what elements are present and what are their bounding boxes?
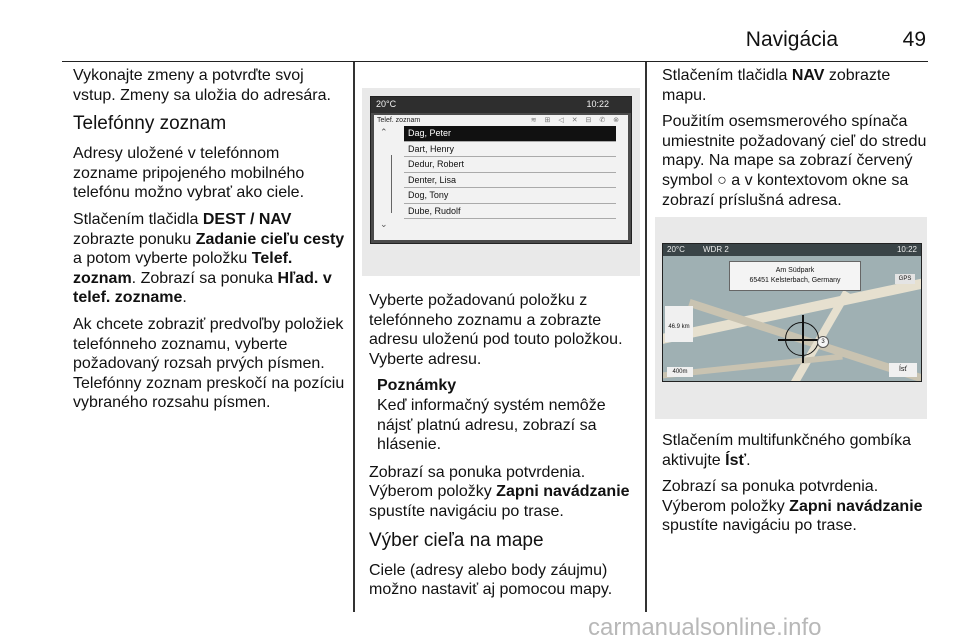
start-guidance-label: Zapni navádzanie xyxy=(789,497,923,515)
text-run: Stlačením tlačidla xyxy=(73,210,203,228)
gps-badge: GPS xyxy=(895,274,915,284)
contact-row: Dube, Rudolf xyxy=(404,204,616,220)
section-heading-phonebook: Telefónny zoznam xyxy=(73,113,227,135)
text-run: Stlačením tlačidla xyxy=(662,67,792,84)
phonebook-search-label: Hľad. v telef. zozname xyxy=(73,269,332,307)
confirm-paragraph xyxy=(369,463,637,522)
start-guidance-label: Zapni navádzanie xyxy=(496,483,630,501)
go-label: Ísť xyxy=(725,451,747,469)
text-run: zobrazte ponuku xyxy=(73,230,196,248)
phonebook-item-label: Telef. zoznam xyxy=(73,250,293,287)
address-city: 65451 Kelsterbach, Germany xyxy=(749,277,841,284)
map-scale: 400m xyxy=(667,367,693,377)
phonebook-screen xyxy=(370,96,632,244)
activate-paragraph xyxy=(662,431,934,470)
column-3 xyxy=(662,66,934,217)
text-run: Zobrazí sa ponuka potvrdenia. Výberom položky xyxy=(662,478,879,515)
phonebook-paragraph-2 xyxy=(73,210,345,308)
nav-button-label: NAV xyxy=(791,67,825,84)
text-run: . Zobrazí sa ponuka xyxy=(131,269,278,287)
page-header xyxy=(62,26,928,62)
status-bar xyxy=(371,97,631,113)
contact-row: Dedur, Robert xyxy=(404,157,616,173)
map-status-bar xyxy=(663,244,921,256)
page-title: Navigácia xyxy=(745,28,838,51)
map-screenshot-figure xyxy=(655,217,927,419)
text-run: zobrazte mapu. xyxy=(662,67,891,104)
confirm-guidance-paragraph xyxy=(662,477,934,536)
text-run: spustíte navigáciu po trase. xyxy=(662,517,857,535)
scroll-track xyxy=(391,155,392,213)
contact-row: Dart, Henry xyxy=(404,142,616,158)
note-heading: Poznámky xyxy=(377,377,457,395)
phonebook-paragraph-3: Ak chcete zobraziť predvoľby položiek telefónneho zoznamu, vyberte požadovaný rozsah prvých písmen. Telefónny zoznam preskočí na pozíciu vybraného rozsahu písmen. xyxy=(73,315,345,412)
map-select-paragraph: Ciele (adresy alebo body záujmu) možno nastaviť aj pomocou mapy. xyxy=(369,561,613,599)
map-screen xyxy=(662,243,922,382)
temperature-readout: 20°C xyxy=(376,99,397,109)
column-3-lower xyxy=(662,431,934,543)
text-run: spustíte navigáciu po trase. xyxy=(369,502,564,520)
crosshair-vertical xyxy=(802,315,804,363)
temperature-readout: 20°C xyxy=(667,245,685,254)
nav-paragraph xyxy=(662,66,934,105)
text-run: Zobrazí sa ponuka potvrdenia. Výberom položky xyxy=(369,463,586,501)
page-number: 49 xyxy=(902,28,926,51)
status-icons: ≋ ⊞ ◁ ✕ ⊟ ✆ ⊗ xyxy=(530,117,622,124)
destination-menu-label: Zadanie cieľu cesty xyxy=(195,230,345,248)
map-pin-icon: 3 xyxy=(817,336,829,348)
watermark: carmanualsonline.info xyxy=(588,614,822,641)
dest-nav-button-label: DEST / NAV xyxy=(202,210,292,228)
go-button: Ísť xyxy=(889,363,917,377)
select-entry-paragraph: Vyberte požadovanú položku z telefónneho zoznamu a zobrazte adresu uloženú pod touto položkou. Vyberte adresu. xyxy=(369,292,623,368)
contact-row: Dag, Peter xyxy=(404,126,616,142)
clock-readout: 10:22 xyxy=(896,245,917,254)
section-heading-map-select: Výber cieľa na mape xyxy=(369,529,544,551)
clock-readout: 10:22 xyxy=(586,99,609,109)
address-street: Am Südpark xyxy=(775,267,815,274)
column-1 xyxy=(73,66,345,420)
note-box xyxy=(369,376,637,454)
address-popup xyxy=(729,261,861,291)
intro-paragraph: Vykonajte zmeny a potvrďte svoj vstup. Zmeny sa uložia do adresára. xyxy=(73,67,331,104)
crosshair-icon xyxy=(785,322,819,356)
contact-row: Dog, Tony xyxy=(404,188,616,204)
text-run: . xyxy=(182,289,187,307)
phonebook-panel xyxy=(374,115,628,240)
text-run: a potom vyberte položku xyxy=(73,250,252,268)
distance-panel: 46.9 km xyxy=(665,306,693,342)
panel-title: Telef. zoznam xyxy=(377,117,421,124)
column-divider-2 xyxy=(645,62,647,612)
radio-station: WDR 2 xyxy=(703,245,729,254)
column-2 xyxy=(369,291,637,607)
column-divider-1 xyxy=(353,62,355,612)
phonebook-screenshot-figure xyxy=(362,88,640,276)
chevron-down-icon: ⌄ xyxy=(380,219,388,229)
contact-row: Denter, Lisa xyxy=(404,173,616,189)
joystick-paragraph: Použitím osemsmerového spínača umiestnite požadovaný cieľ do stredu mapy. Na mape sa zobrazí červený symbol ○ a v kontextovom okne sa zobrazí príslušná adresa. xyxy=(662,113,927,209)
note-text: Keď informačný systém nemôže nájsť platnú adresu, zobrazí sa hlásenie. xyxy=(377,396,606,454)
text-run: . xyxy=(746,451,751,469)
chevron-up-icon: ⌃ xyxy=(380,127,388,137)
text-run: Stlačením multifunkčného gombíka aktivujte xyxy=(662,432,912,469)
contact-list xyxy=(404,126,616,219)
phonebook-paragraph-1: Adresy uložené v telefónnom zozname pripojeného mobilného telefónu možno vybrať ako ciele. xyxy=(73,145,305,202)
